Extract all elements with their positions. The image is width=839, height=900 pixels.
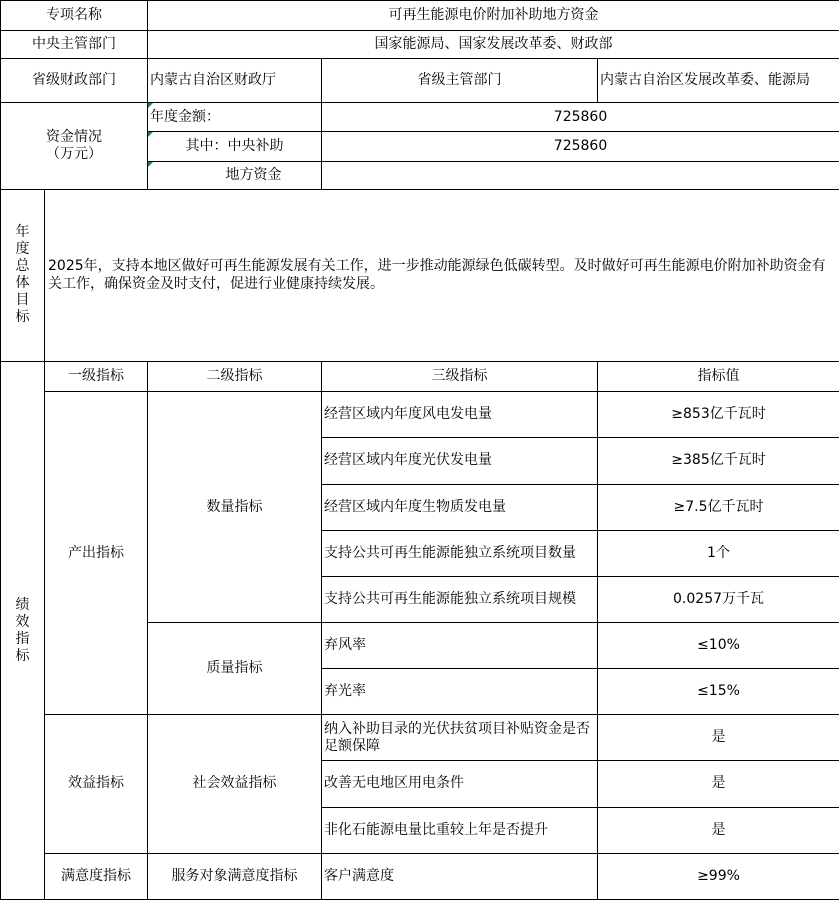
table-row bbox=[1, 715, 839, 761]
prov-finance-value: 内蒙古自治区财政厅 bbox=[148, 59, 322, 103]
local-funds-value bbox=[322, 161, 839, 189]
row-provincial-depts bbox=[1, 59, 839, 103]
header-value: 指标值 bbox=[598, 362, 839, 392]
row-project-name bbox=[1, 1, 839, 31]
indicator-name: 经营区域内年度风电发电量 bbox=[322, 392, 598, 438]
indicator-value: ≥853亿千瓦时 bbox=[598, 392, 839, 438]
prov-dept-value: 内蒙古自治区发展改革委、能源局 bbox=[598, 59, 839, 103]
service-satisfaction-label: 服务对象满意度指标 bbox=[148, 853, 322, 899]
indicator-name: 弃光率 bbox=[322, 669, 598, 715]
indicator-name: 经营区域内年度生物质发电量 bbox=[322, 484, 598, 530]
indicator-name: 纳入补助目录的光伏扶贫项目补贴资金是否足额保障 bbox=[322, 715, 598, 761]
indicator-value: 1个 bbox=[598, 530, 839, 576]
local-funds-label: 地方资金 bbox=[148, 161, 322, 189]
header-level1: 一级指标 bbox=[45, 362, 148, 392]
performance-label-cell bbox=[1, 362, 45, 900]
central-dept-value: 国家能源局、国家发展改革委、财政部 bbox=[148, 31, 839, 59]
goal-label: 年度总体目标 bbox=[15, 224, 30, 326]
row-central-dept bbox=[1, 31, 839, 59]
central-subsidy-value: 725860 bbox=[322, 132, 839, 161]
goal-label-cell bbox=[1, 189, 45, 362]
header-level2: 二级指标 bbox=[148, 362, 322, 392]
indicator-value: 0.0257万千瓦 bbox=[598, 576, 839, 622]
performance-label: 绩效指标 bbox=[15, 596, 30, 664]
funds-label: 资金情况 （万元） bbox=[1, 103, 148, 189]
indicator-value: ≥99% bbox=[598, 853, 839, 899]
project-name-value: 可再生能源电价附加补助地方资金 bbox=[148, 1, 839, 31]
header-level3: 三级指标 bbox=[322, 362, 598, 392]
indicator-value: ≥7.5亿千瓦时 bbox=[598, 484, 839, 530]
prov-dept-label: 省级主管部门 bbox=[322, 59, 598, 103]
row-annual-goal bbox=[1, 189, 839, 362]
table-row bbox=[1, 853, 839, 899]
indicator-value: 是 bbox=[598, 807, 839, 853]
central-subsidy-label: 其中：中央补助 bbox=[148, 132, 322, 161]
indicator-name: 经营区域内年度光伏发电量 bbox=[322, 438, 598, 484]
output-indicator-label: 产出指标 bbox=[45, 392, 148, 715]
indicator-name: 改善无电地区用电条件 bbox=[322, 761, 598, 807]
indicator-value: 是 bbox=[598, 715, 839, 761]
quantity-indicator-label: 数量指标 bbox=[148, 392, 322, 623]
table-row bbox=[1, 392, 839, 438]
central-dept-label: 中央主管部门 bbox=[1, 31, 148, 59]
indicator-name: 支持公共可再生能源能独立系统项目数量 bbox=[322, 530, 598, 576]
row-annual-amount bbox=[1, 103, 839, 132]
benefit-indicator-label: 效益指标 bbox=[45, 715, 148, 853]
prov-finance-label: 省级财政部门 bbox=[1, 59, 148, 103]
quality-indicator-label: 质量指标 bbox=[148, 622, 322, 714]
indicator-value: ≥385亿千瓦时 bbox=[598, 438, 839, 484]
indicator-name: 客户满意度 bbox=[322, 853, 598, 899]
indicator-name: 支持公共可再生能源能独立系统项目规模 bbox=[322, 576, 598, 622]
indicator-name: 非化石能源电量比重较上年是否提升 bbox=[322, 807, 598, 853]
annual-amount-label: 年度金额： bbox=[148, 103, 322, 132]
indicator-value: ≤15% bbox=[598, 669, 839, 715]
goal-text: 2025年，支持本地区做好可再生能源发展有关工作，进一步推动能源绿色低碳转型。及时做好可再生能源电价附加补助资金有关工作，确保资金及时支付，促进行业健康持续发展。 bbox=[45, 189, 839, 362]
project-name-label: 专项名称 bbox=[1, 1, 148, 31]
annual-amount-value: 725860 bbox=[322, 103, 839, 132]
indicator-name: 弃风率 bbox=[322, 622, 598, 668]
indicator-value: ≤10% bbox=[598, 622, 839, 668]
social-benefit-label: 社会效益指标 bbox=[148, 715, 322, 853]
indicator-value: 是 bbox=[598, 761, 839, 807]
satisfaction-indicator-label: 满意度指标 bbox=[45, 853, 148, 899]
row-performance-header bbox=[1, 362, 839, 392]
